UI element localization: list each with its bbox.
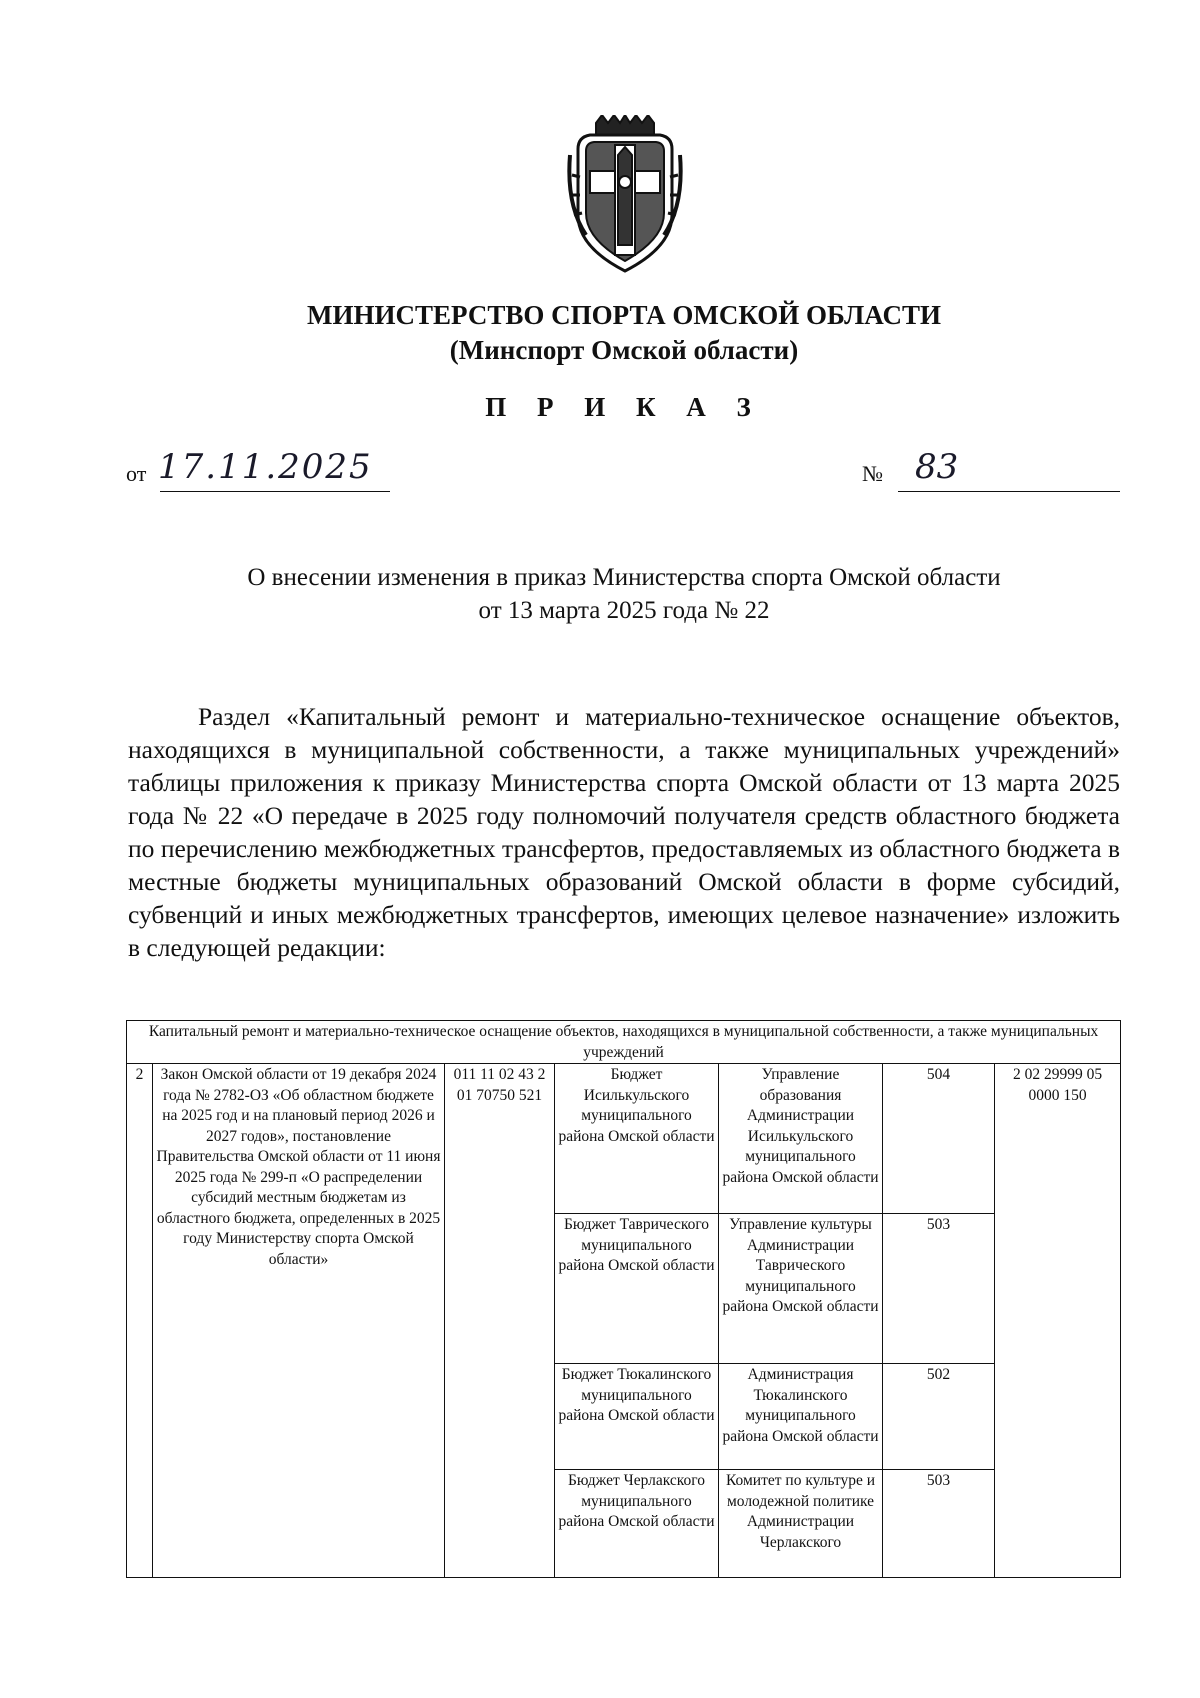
date-label: от [126,461,147,486]
document-type-title: П Р И К А З [485,392,763,422]
revenue-code-cell: 2 02 29999 05 0000 150 [995,1064,1121,1578]
recipient-administrator-cell: Комитет по культуре и молодежной политике Администрации Черлакского [719,1470,883,1578]
subject-line-2: от 13 марта 2025 года № 22 [478,597,770,624]
table-row [127,1064,1121,1214]
legal-basis-cell: Закон Омской области от 19 декабря 2024 года № 2782-ОЗ «Об областном бюджете на 2025 год и на плановый период 2026 и 2027 годов», постановление Правительства Омской области от 11 июня 2025 года № 299-п «О распределении субсидий местным бюджетам из областного бюджета, определенных в 2025 году Министерству спорта Омской области» [153,1064,445,1578]
ministry-short-name: (Минспорт Омской области) [449,335,799,365]
recipient-code-cell: 503 [883,1214,995,1364]
recipient-budget-cell: Бюджет Исилькульского муниципального района Омской области [555,1064,719,1214]
order-date-handwritten: 17.11.2025 [158,447,373,487]
recipient-budget-cell: Бюджет Тюкалинского муниципального района Омской области [555,1364,719,1470]
recipient-administrator-cell: Управление образования Администрации Исилькульского муниципального района Омской области [719,1064,883,1214]
table-section-header-row [127,1021,1121,1064]
ministry-name: МИНИСТЕРСТВО СПОРТА ОМСКОЙ ОБЛАСТИ [307,300,941,330]
subject-line-1: О внесении изменения в приказ Министерства спорта Омской области [247,564,1001,591]
recipient-code-cell: 502 [883,1364,995,1470]
row-number-cell: 2 [127,1064,153,1578]
recipient-budget-cell: Бюджет Черлакского муниципального района Омской области [555,1470,719,1578]
recipient-budget-cell: Бюджет Таврического муниципального района Омской области [555,1214,719,1364]
order-number-handwritten: 83 [915,447,959,487]
budget-table [126,1020,1121,1578]
number-underline [898,491,1120,492]
body-paragraph: Раздел «Капитальный ремонт и материально-техническое оснащение объектов, находящихся в муниципальной собственности, а также муниципальных учреждений» таблицы приложения к приказу Министерства спорта Омской области от 13 марта 2025 года № 22 «О передаче в 2025 году полномочий получателя средств областного бюджета по перечислению межбюджетных трансфертов, предоставляемых из областного бюджета в местные бюджеты муниципальных образований Омской области в форме субсидий, субвенций и иных межбюджетных трансфертов, имеющих целевое назначение» изложить в следующей редакции: [128,702,1120,962]
recipient-administrator-cell: Администрация Тюкалинского муниципального района Омской области [719,1364,883,1470]
recipient-code-cell: 504 [883,1064,995,1214]
recipient-administrator-cell: Управление культуры Администрации Таврического муниципального района Омской области [719,1214,883,1364]
number-label: № [862,461,883,486]
section-title-cell: Капитальный ремонт и материально-техническое оснащение объектов, находящихся в муниципальной собственности, а также муниципальных учреждений [127,1021,1121,1064]
coat-of-arms-icon [566,115,684,275]
date-underline [160,491,390,492]
recipient-code-cell: 503 [883,1470,995,1578]
budget-classification-cell: 011 11 02 43 2 01 70750 521 [445,1064,555,1578]
